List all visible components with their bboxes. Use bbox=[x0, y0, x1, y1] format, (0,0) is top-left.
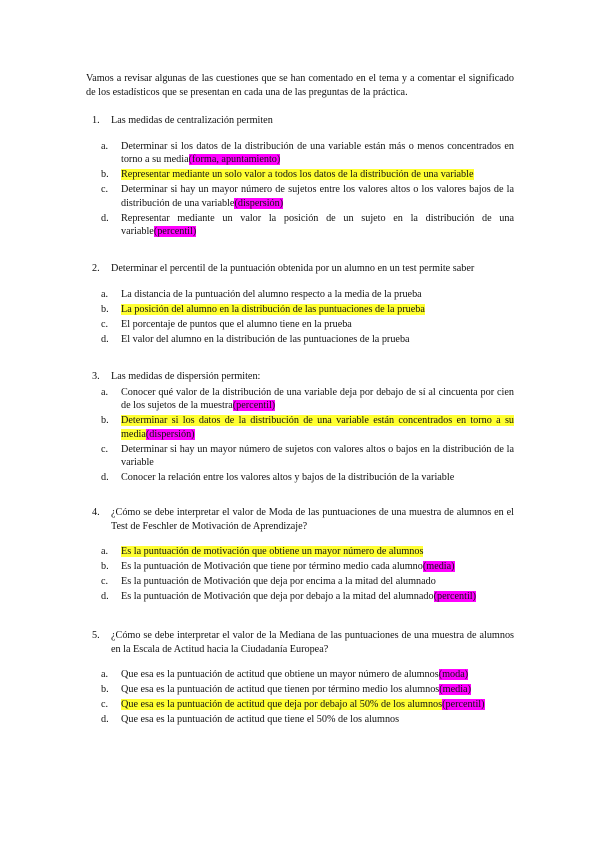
question-stem: ¿Cómo se debe interpretar el valor de la Mediana de las puntuaciones de una muestra de alumnos en la Escala de Actitud hacia la Ciudadanía Europea? bbox=[111, 630, 514, 655]
question-number: 1. bbox=[92, 115, 100, 126]
option-tag: (percentil) bbox=[153, 226, 197, 237]
option-text: Representar mediante un solo valor a todos los datos de la distribución de una variable bbox=[121, 169, 474, 180]
option-letter: d. bbox=[101, 714, 109, 725]
question-number: 2. bbox=[92, 263, 100, 274]
option-letter: a. bbox=[101, 288, 109, 300]
option-letter: b. bbox=[101, 169, 109, 180]
option-text: Que esa es la puntuación de actitud que deja por debajo al 50% de los alumnos bbox=[121, 699, 443, 710]
option-text: Es la puntuación de Motivación que deja por debajo a la mitad del alumnado bbox=[121, 591, 434, 602]
answer-option bbox=[101, 140, 514, 167]
question-stem: ¿Cómo se debe interpretar el valor de Moda de las puntuaciones de una muestra de alumnos en el Test de Feschler de Motivación de Aprendizaje? bbox=[111, 507, 514, 532]
answer-option bbox=[101, 168, 514, 182]
option-letter: b. bbox=[101, 561, 109, 572]
answer-option bbox=[101, 414, 514, 441]
option-text: Que esa es la puntuación de actitud que tienen por término medio los alumnos bbox=[121, 684, 440, 695]
option-text: El valor del alumno en la distribución de las puntuaciones de la prueba bbox=[121, 333, 410, 345]
question-stem: Las medidas de dispersión permiten: bbox=[111, 371, 261, 382]
question-5 bbox=[92, 629, 514, 728]
option-text: Determinar si los datos de la distribución de una variable están concentrados en torno a su media bbox=[121, 415, 514, 440]
answer-option bbox=[101, 471, 514, 485]
option-text: Que esa es la puntuación de actitud que obtiene un mayor número de alumnos bbox=[121, 669, 439, 680]
option-text: Representar mediante un valor la posición de un sujeto en la distribución de una variable bbox=[121, 212, 514, 237]
question-3 bbox=[92, 370, 514, 486]
answer-option bbox=[101, 560, 514, 574]
question-number: 5. bbox=[92, 630, 100, 641]
option-letter: d. bbox=[101, 472, 109, 483]
question-stem: Las medidas de centralización permiten bbox=[111, 115, 273, 126]
option-text: Determinar si hay un mayor número de sujetos entre los valores altos o los valores bajos de la distribución de una variable bbox=[121, 184, 514, 209]
option-letter: b. bbox=[101, 415, 109, 426]
option-tag: (percentil) bbox=[433, 591, 477, 602]
answer-option bbox=[101, 668, 514, 682]
question-number: 3. bbox=[92, 371, 100, 382]
option-text: Conocer la relación entre los valores altos y bajos de la distribución de la variable bbox=[121, 472, 455, 483]
answer-option bbox=[101, 443, 514, 470]
answer-option bbox=[101, 545, 514, 559]
option-tag: (moda) bbox=[438, 669, 469, 680]
option-letter: c. bbox=[101, 318, 109, 330]
option-letter: d. bbox=[101, 212, 109, 224]
option-text: Determinar si hay un mayor número de sujetos con valores altos o bajos en la distribución de la variable bbox=[121, 443, 514, 468]
option-letter: c. bbox=[101, 184, 109, 195]
question-number: 4. bbox=[92, 507, 100, 518]
answer-option bbox=[101, 713, 514, 727]
option-text: Determinar si los datos de la distribución de una variable están más o menos concentrados en torno a su media bbox=[121, 140, 514, 165]
answer-option bbox=[101, 575, 514, 589]
question-1 bbox=[92, 114, 514, 240]
option-letter: a. bbox=[101, 386, 109, 398]
answer-option bbox=[101, 212, 514, 239]
answer-option bbox=[101, 333, 514, 347]
option-tag: (percentil) bbox=[232, 400, 276, 411]
option-letter: d. bbox=[101, 333, 109, 345]
answer-option bbox=[101, 698, 514, 712]
intro-paragraph: Vamos a revisar algunas de las cuestiones que se han comentado en el tema y a comentar el significado de los estadísticos que se presentan en cada una de las preguntas de la práctica. bbox=[86, 73, 514, 98]
option-text: El porcentaje de puntos que el alumno tiene en la prueba bbox=[121, 318, 352, 330]
option-letter: b. bbox=[101, 303, 109, 315]
option-tag: (media) bbox=[439, 684, 471, 695]
answer-option bbox=[101, 303, 514, 317]
option-tag: (media) bbox=[422, 561, 455, 572]
option-letter: a. bbox=[101, 546, 109, 557]
answer-option bbox=[101, 288, 514, 302]
option-text: Conocer qué valor de la distribución de una variable deja por debajo de sí al cincuenta por cien de los sujetos de la muestra bbox=[121, 386, 514, 411]
question-4 bbox=[92, 506, 514, 605]
answer-option bbox=[101, 590, 514, 604]
option-text: Es la puntuación de Motivación que tiene por término medio cada alumno bbox=[121, 561, 423, 572]
option-text: La posición del alumno en la distribución de las puntuaciones de la prueba bbox=[121, 303, 425, 315]
option-tag: (dispersión) bbox=[234, 197, 284, 209]
option-letter: c. bbox=[101, 699, 109, 710]
option-text: La distancia de la puntuación del alumno respecto a la media de la prueba bbox=[121, 288, 422, 300]
answer-option bbox=[101, 183, 514, 210]
option-tag: (forma, apuntamiento) bbox=[188, 154, 281, 165]
question-stem: Determinar el percentil de la puntuación obtenida por un alumno en un test permite saber bbox=[111, 263, 475, 274]
option-letter: d. bbox=[101, 591, 109, 602]
option-text: Es la puntuación de Motivación que deja por encima a la mitad del alumnado bbox=[121, 576, 436, 587]
option-text: Que esa es la puntuación de actitud que tiene el 50% de los alumnos bbox=[121, 714, 400, 725]
option-letter: b. bbox=[101, 684, 109, 695]
option-tag: (dispersión) bbox=[145, 428, 195, 440]
question-2 bbox=[92, 262, 514, 348]
option-letter: c. bbox=[101, 576, 109, 587]
option-letter: c. bbox=[101, 443, 109, 455]
option-letter: a. bbox=[101, 669, 109, 680]
option-tag: (percentil) bbox=[442, 699, 485, 710]
option-letter: a. bbox=[101, 140, 109, 152]
option-text: Es la puntuación de motivación que obtiene un mayor número de alumnos bbox=[121, 546, 424, 557]
answer-option bbox=[101, 318, 514, 332]
answer-option bbox=[101, 386, 514, 413]
answer-option bbox=[101, 683, 514, 697]
